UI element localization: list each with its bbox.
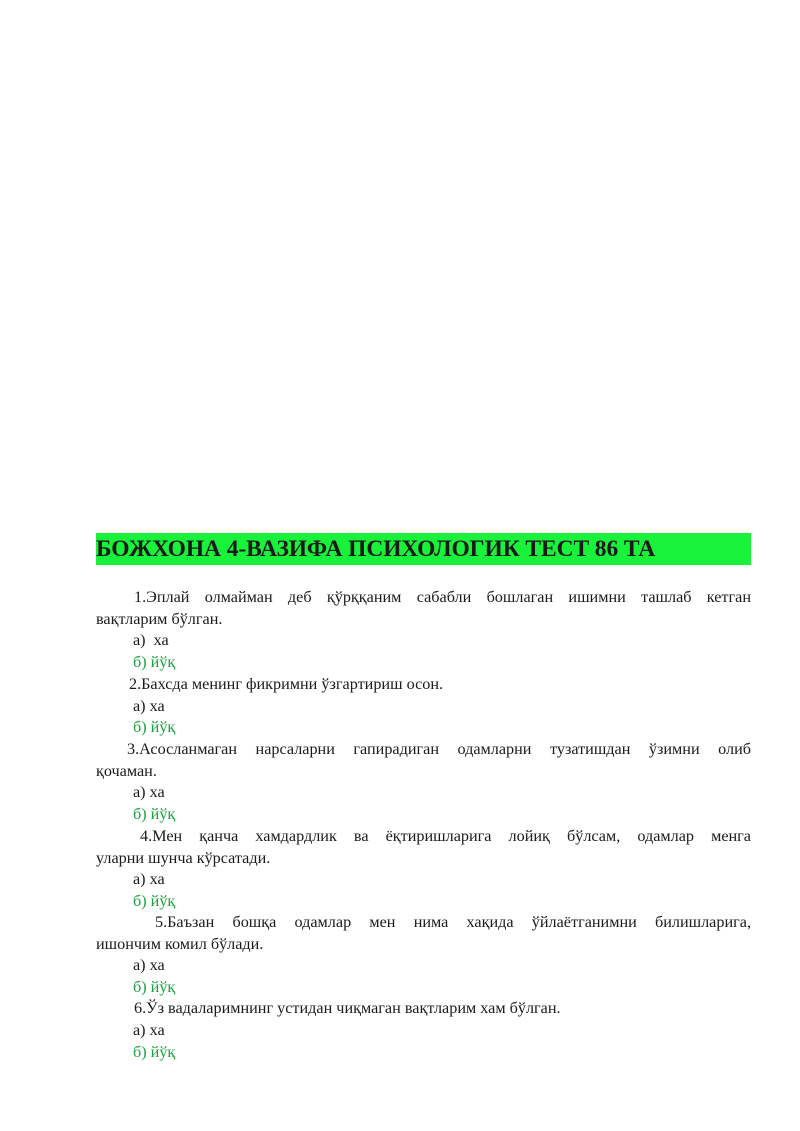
- question-text: 4.Мен қанча хамдардлик ва ёқтиришларига лойиқ бўлсам, одамлар менга: [140, 827, 751, 845]
- answer-b: б) йўқ: [133, 978, 176, 996]
- question-text-cont: вақтларим бўлган.: [96, 609, 223, 628]
- answer-b: б) йўқ: [133, 1043, 176, 1061]
- question-text-cont: ишончим комил бўлади.: [96, 934, 264, 953]
- question-text-cont: уларни шунча кўрсатади.: [96, 848, 271, 867]
- answer-b: б) йўқ: [133, 718, 176, 736]
- question-3: [96, 739, 751, 782]
- question-2: [96, 674, 751, 696]
- answer-b: б) йўқ: [133, 892, 176, 910]
- answer-a: а) ха: [133, 956, 165, 974]
- page-title: БОЖХОНА 4-ВАЗИФА ПСИХОЛОГИК ТЕСТ 86 ТА: [96, 533, 751, 565]
- answer-a: а) ха: [133, 870, 165, 888]
- question-1: [96, 587, 751, 630]
- answer-b: б) йўқ: [133, 805, 176, 823]
- question-text: 2.Бахсда менинг фикримни ўзгартириш осон.: [129, 675, 444, 693]
- answer-a: а) ха: [133, 1021, 165, 1039]
- question-text: 5.Баъзан бошқа одамлар мен нима хақида ўйлаётганимни билишларига,: [155, 913, 751, 931]
- question-5: [96, 912, 751, 955]
- answer-a: а) ха: [133, 783, 165, 801]
- answer-a: а) ха: [133, 631, 169, 649]
- question-4: [96, 826, 751, 869]
- question-text: 6.Ўз вадаларимнинг устидан чиқмаган вақтларим хам бўлган.: [134, 999, 561, 1017]
- answer-a: а) ха: [133, 697, 165, 715]
- answer-b: б) йўқ: [133, 653, 176, 671]
- question-text: 1.Эплай олмайман деб қўрққаним сабабли бошлаган ишимни ташлаб кетган: [134, 588, 751, 606]
- question-text-cont: қочаман.: [96, 761, 157, 780]
- question-6: [96, 998, 751, 1020]
- question-text: 3.Асосланмаган нарсаларни гапирадиган одамларни тузатишдан ўзимни олиб: [127, 740, 751, 758]
